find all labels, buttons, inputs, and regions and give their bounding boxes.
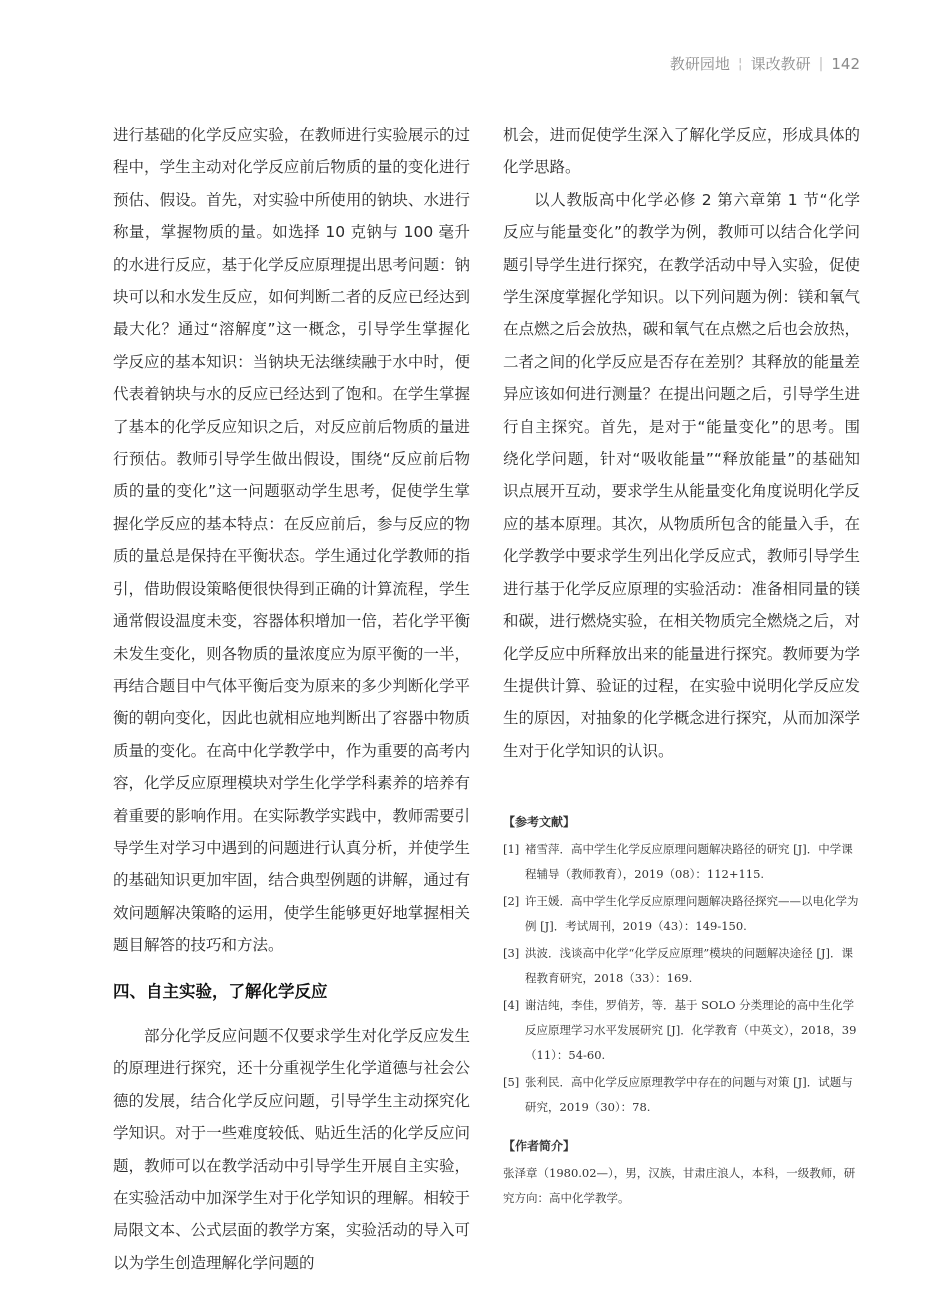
header-separator: ¦ [737, 55, 743, 72]
right-column [503, 119, 860, 767]
reference-number: [1] [503, 842, 520, 856]
reference-item [503, 889, 863, 939]
reference-item [503, 1070, 863, 1120]
reference-text: 谢洁纯，李佳，罗俏芳，等．基于 SOLO 分类理论的高中生化学反应原理学习水平发展研究 [J]．化学教育（中英文），2018，39（11）：54-60. [525, 998, 857, 1062]
reference-item [503, 993, 863, 1068]
reference-number: [5] [503, 1075, 520, 1089]
author-bio-title: 【作者简介】 [503, 1139, 576, 1153]
reference-number: [3] [503, 946, 520, 960]
reference-item [503, 941, 863, 991]
reference-text: 许王媛．高中学生化学反应原理问题解决路径探究——以电化学为例 [J]．考试周刊，2019（43）：149-150. [525, 894, 859, 933]
header-separator: | [818, 55, 824, 72]
references-section [503, 810, 863, 1211]
section-heading: 四、自主实验，了解化学反应 [113, 981, 328, 1001]
body-paragraph: 进行基础的化学反应实验，在教师进行实验展示的过程中，学生主动对化学反应前后物质的量的变化进行预估、假设。首先，对实验中所使用的钠块、水进行称量，掌握物质的量。如选择 10 克钠与 100 毫升的水进行反应，基于化学反应原理提出思考问题：钠块可以和水发生反应，如何判断二者的反应已经达到最大化？通过“溶解度”这一概念，引导学生掌握化学反应的基本知识：当钠块无法继续融于水中时，便代表着钠块与水的反应已经达到了饱和。在学生掌握了基本的化学反应知识之后，对反应前后物质的量进行预估。教师引导学生做出假设，围绕“反应前后物质的量的变化”这一问题驱动学生思考，促使学生掌握化学反应的基本特点：在反应前后，参与反应的物质的量总是保持在平衡状态。学生通过化学教师的指引，借助假设策略便很快得到正确的计算流程，学生通常假设温度未变，容器体积增加一倍，若化学平衡未发生变化，则各物质的量浓度应为原平衡的一半，再结合题目中气体平衡后变为原来的多少判断化学平衡的朝向变化，因此也就相应地判断出了容器中物质质量的变化。在高中化学教学中，作为重要的高考内容，化学反应原理模块对学生化学学科素养的培养有着重要的影响作用。在实际教学实践中，教师需要引导学生对学习中遇到的问题进行认真分析，并使学生的基础知识更加牢固，结合典型例题的讲解，通过有效问题解决策略的运用，使学生能够更好地掌握相关题目解答的技巧和方法。 [113, 126, 470, 955]
running-header [670, 53, 860, 74]
references-title: 【参考文献】 [503, 815, 576, 829]
reference-number: [4] [503, 998, 520, 1012]
reference-text: 褚雪萍．高中学生化学反应原理问题解决路径的研究 [J]．中学课程辅导（教师教育），2019（08）：112+115. [525, 842, 853, 881]
author-bio-text: 张泽章（1980.02—），男，汉族，甘肃庄浪人，本科，一级教师，研究方向：高中化学教学。 [503, 1166, 856, 1205]
reference-text: 洪波．浅谈高中化学“化学反应原理”模块的问题解决途径 [J]．课程教育研究，2018（33）：169. [525, 946, 853, 985]
left-column [113, 119, 470, 1279]
reference-item [503, 837, 863, 887]
body-paragraph: 部分化学反应问题不仅要求学生对化学反应发生的原理进行探究，还十分重视学生化学道德与社会公德的发展，结合化学反应问题，引导学生主动探究化学知识。对于一些难度较低、贴近生活的化学反应问题，教师可以在教学活动中引导学生开展自主实验，在实验活动中加深学生对于化学知识的理解。相较于局限文本、公式层面的教学方案，实验活动的导入可以为学生创造理解化学问题的 [113, 1026, 470, 1272]
header-section: 教研园地 [669, 55, 730, 73]
page-number: 142 [831, 54, 860, 73]
reference-text: 张利民．高中化学反应原理教学中存在的问题与对策 [J]．试题与研究，2019（30）：78. [525, 1075, 853, 1114]
body-paragraph: 以人教版高中化学必修 2 第六章第 1 节“化学反应与能量变化”的教学为例，教师可以结合化学问题引导学生进行探究，在教学活动中导入实验，促使学生深度掌握化学知识。以下列问题为例：镁和氧气在点燃之后会放热，碳和氧气在点燃之后也会放热，二者之间的化学反应是否存在差别？其释放的能量差异应该如何进行测量？在提出问题之后，引导学生进行自主探究。首先，是对于“能量变化”的思考。围绕化学问题，针对“吸收能量”“释放能量”的基础知识点展开互动，要求学生从能量变化角度说明化学反应的基本原理。其次，从物质所包含的能量入手，在化学教学中要求学生列出化学反应式，教师引导学生进行基于化学反应原理的实验活动：准备相同量的镁和碳，进行燃烧实验，在相关物质完全燃烧之后，对化学反应中所释放出来的能量进行探究。教师要为学生提供计算、验证的过程，在实验中说明化学反应发生的原因，对抽象的化学概念进行探究，从而加深学生对于化学知识的认识。 [503, 190, 860, 760]
body-paragraph: 机会，进而促使学生深入了解化学反应，形成具体的化学思路。 [503, 126, 860, 177]
header-subsection: 课改教研 [750, 55, 811, 73]
reference-number: [2] [503, 894, 520, 908]
